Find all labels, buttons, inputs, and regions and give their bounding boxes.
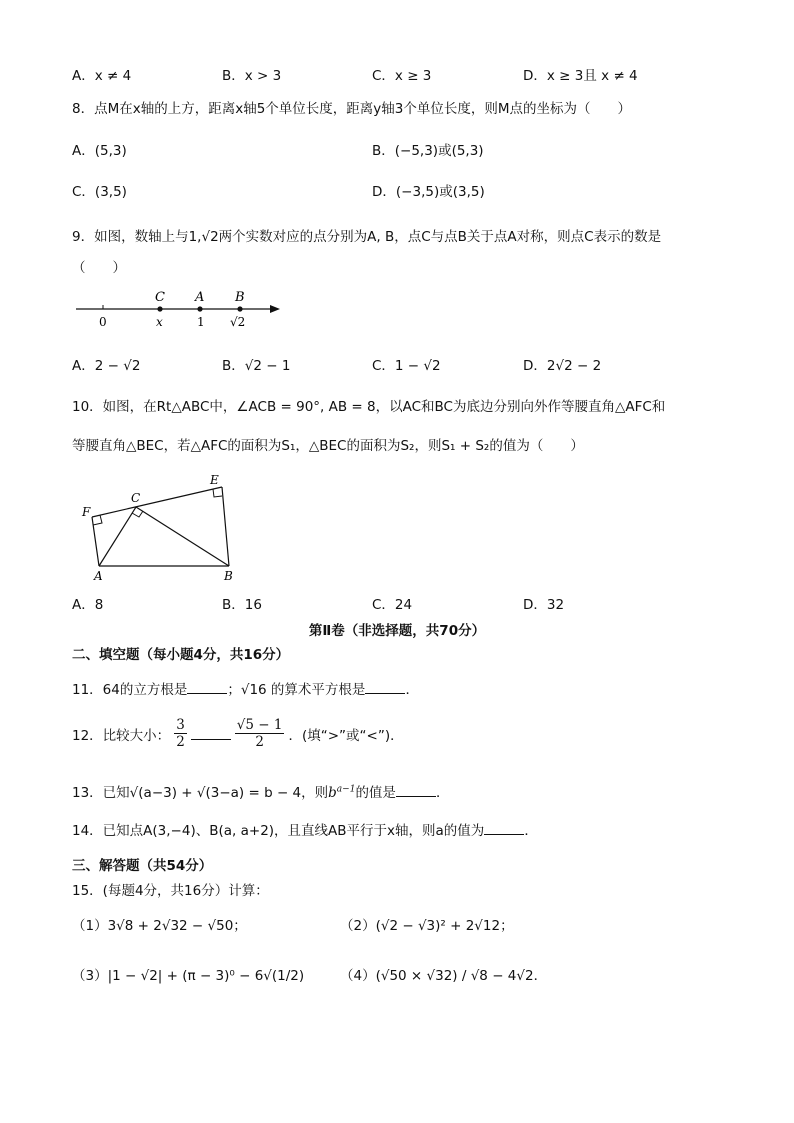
q15-item-3: （3）|1 − √2| + (π − 3)⁰ − 6√(1/2) — [72, 968, 305, 984]
q10-option-b: B．16 — [222, 597, 262, 613]
q15-item-1: （1）3√8 + 2√32 − √50； — [72, 918, 247, 934]
q13 — [72, 781, 449, 801]
point-c — [157, 306, 162, 311]
q7-option-b: B．x > 3 — [222, 68, 282, 84]
edge-ca — [99, 507, 136, 566]
point-a — [197, 306, 202, 311]
q14-end: ． — [524, 823, 538, 839]
q15-item-4: （4）(√50 × √32) / √8 − 4√2． — [340, 968, 548, 984]
q13-power-base: b — [328, 785, 337, 801]
label-f: F — [82, 505, 91, 519]
q10-option-a: A．8 — [72, 597, 104, 613]
q11-blank1[interactable] — [187, 681, 227, 694]
q10-stem-line2: 等腰直角△BEC，若△AFC的面积为S₁，△BEC的面积为S₂，则S₁ + S₂的值为（ ） — [72, 438, 584, 454]
q15-item-2: （2）(√2 − √3)² + 2√12； — [340, 918, 514, 934]
tick-label-x: x — [156, 315, 163, 329]
q9-number-line-figure — [72, 286, 287, 332]
right-angle-marker-e — [213, 489, 222, 497]
label-b: B — [224, 569, 233, 583]
q9-stem: 9．如图，数轴上与1,√2两个实数对应的点分别为A, B，点C与点B关于点A对称，则点C表示的数是 — [72, 229, 662, 245]
label-c: C — [155, 290, 165, 305]
edge-fc-ce — [92, 487, 222, 517]
q8-stem: 8．点M在x轴的上方，距离x轴5个单位长度，距离y轴3个单位长度，则M点的坐标为（ ） — [72, 101, 632, 117]
q9-option-b: B．√2 − 1 — [222, 358, 291, 374]
q15-stem: 15．(每题4分，共16分）计算： — [72, 883, 269, 899]
axis-arrow-icon — [270, 305, 280, 313]
answer-section-title: 三、解答题（共54分） — [72, 858, 213, 874]
label-a: A — [94, 569, 103, 583]
q13-part1: 13．已知√(a−3) + √(3−a) = b − 4，则 — [72, 785, 329, 801]
q9-option-a: A．2 − √2 — [72, 358, 141, 374]
label-c: C — [131, 491, 141, 505]
q8-option-b: B．(−5,3)或(5,3) — [372, 143, 484, 159]
q10-triangle-figure — [76, 470, 246, 585]
q13-blank[interactable] — [396, 784, 436, 797]
q8-option-c: C．(3,5) — [72, 184, 127, 200]
q12-fraction1: 3 2 — [176, 717, 185, 750]
q7-option-d: D．x ≥ 3且 x ≠ 4 — [523, 68, 638, 84]
q11-end: ． — [405, 682, 419, 698]
q14 — [72, 819, 538, 839]
label-a: A — [195, 290, 205, 305]
q11-blank2[interactable] — [365, 681, 405, 694]
q8-option-d: D．(−3,5)或(3,5) — [372, 184, 485, 200]
q9-paren: （ ） — [72, 260, 126, 276]
q8-option-a: A．(5,3) — [72, 143, 127, 159]
label-e: E — [210, 473, 219, 487]
q9-option-d: D．2√2 − 2 — [523, 358, 602, 374]
tick-label-one: 1 — [197, 315, 205, 329]
fill-in-section-title: 二、填空题（每小题4分，共16分） — [72, 647, 290, 663]
edge-cb — [136, 507, 229, 566]
point-b — [237, 306, 242, 311]
q12-label: 12．比较大小： — [72, 727, 171, 744]
q7-option-c: C．x ≥ 3 — [372, 68, 432, 84]
right-angle-marker-c — [132, 511, 143, 517]
q14-part1: 14．已知点A(3,−4)、B(a, a+2)，且直线AB平行于x轴，则a的值为 — [72, 823, 485, 839]
q12-fraction2: √5 − 1 2 — [236, 717, 283, 750]
q9-option-c: C．1 − √2 — [372, 358, 441, 374]
q12 — [72, 717, 404, 750]
label-b: B — [235, 290, 245, 305]
q13-part2: 的值是 — [355, 785, 396, 801]
q14-blank[interactable] — [484, 822, 524, 835]
q10-stem-line1: 10．如图，在Rt△ABC中，∠ACB = 90°, AB = 8，以AC和BC为底边分别向外作等腰直角△AFC和 — [72, 399, 666, 415]
q7-option-a: A．x ≠ 4 — [72, 68, 132, 84]
q11 — [72, 678, 419, 698]
q11-part1: 11．64的立方根是 — [72, 682, 188, 698]
q10-option-d: D．32 — [523, 597, 565, 613]
section2-title: 第Ⅱ卷（非选择题，共70分） — [308, 623, 486, 639]
tick-label-zero: 0 — [99, 315, 107, 329]
q12-tail: ．(填“>”或“<”)． — [288, 727, 404, 744]
tick-label-sqrt2: √2 — [230, 315, 246, 329]
q11-part2: ；√16 的算术平方根是 — [227, 682, 366, 698]
q12-blank[interactable] — [191, 727, 231, 740]
q13-power-exp: a−1 — [336, 784, 356, 795]
edge-eb — [222, 487, 229, 566]
q10-option-c: C．24 — [372, 597, 413, 613]
q13-end: ． — [435, 785, 450, 801]
